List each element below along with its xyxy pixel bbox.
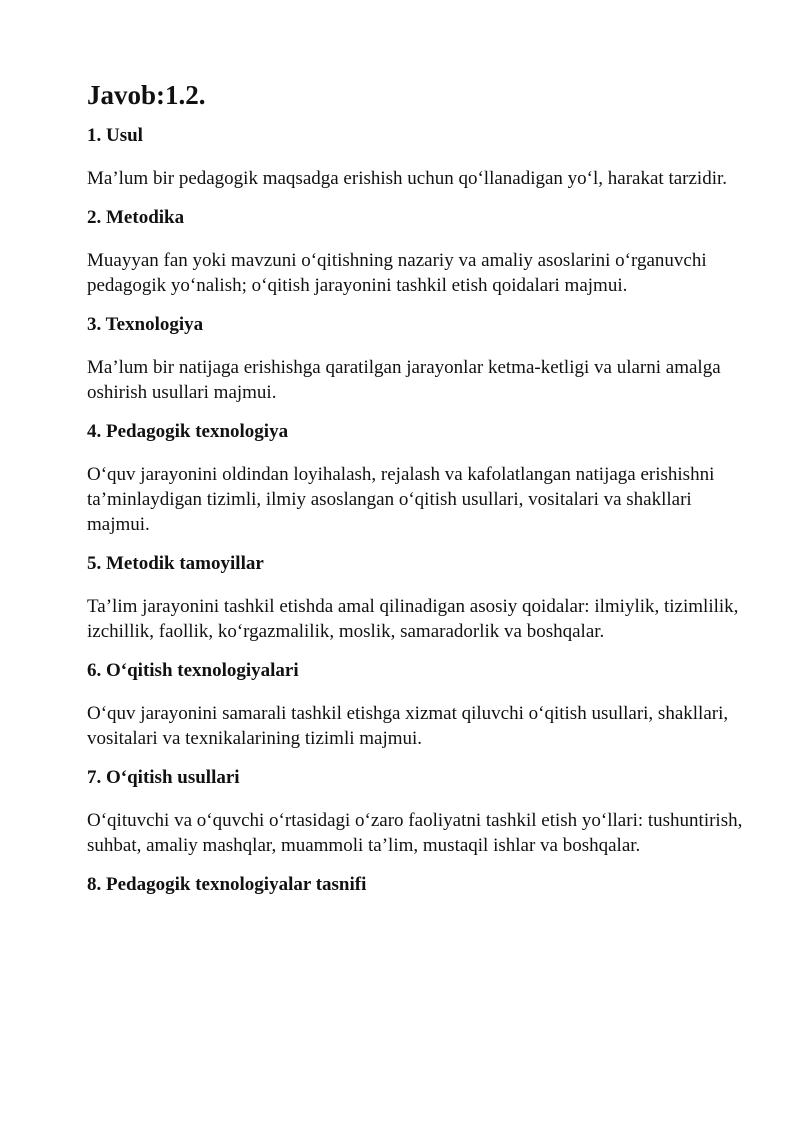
section-text-metodika: Muayyan fan yoki mavzuni o‘qitishning nazariy va amaliy asoslarini o‘rganuvchi pedagogik yo‘nalish; o‘qitish jarayonini tashkil etish qoidalari majmui. [87,250,707,296]
section-text-texnologiya: Ma’lum bir natijaga erishishga qaratilgan jarayonlar ketma-ketligi va ularni amalga oshirish usullari majmui. [87,357,721,403]
section-text-metodik-tamoyillar: Ta’lim jarayonini tashkil etishda amal qilinadigan asosiy qoidalar: ilmiylik, tizimlilik, izchillik, faollik, ko‘rgazmalilik, moslik, samaradorlik va boshqalar. [87,596,739,642]
section-heading-texnologiya: 3. Texnologiya [87,314,204,335]
section-heading-metodik-tamoyillar: 5. Metodik tamoyillar [87,553,264,574]
section-text-pedagogik-texnologiya: O‘quv jarayonini oldindan loyihalash, rejalash va kafolatlangan natijaga erishishni ta’minlaydigan tizimli, ilmiy asoslangan o‘qitish usullari, vositalari va shakllari majmui. [87,464,715,535]
section-heading-oqitish-texnologiyalari: 6. O‘qitish texnologiyalari [87,660,299,681]
section-heading-pedagogik-texnologiyalar-tasnifi: 8. Pedagogik texnologiyalar tasnifi [87,874,367,895]
section-heading-pedagogik-texnologiya: 4. Pedagogik texnologiya [87,421,289,442]
section-text-oqitish-usullari: O‘qituvchi va o‘quvchi o‘rtasidagi o‘zaro faoliyatni tashkil etish yo‘llari: tushuntirish, suhbat, amaliy mashqlar, muammoli ta’lim, mustaqil ishlar va boshqalar. [87,810,743,856]
section-heading-usul: 1. Usul [87,125,143,146]
page-title: Javob:1.2. [87,80,206,110]
document-page [87,78,747,897]
section-heading-oqitish-usullari: 7. O‘qitish usullari [87,767,240,788]
section-text-usul: Ma’lum bir pedagogik maqsadga erishish uchun qo‘llanadigan yo‘l, harakat tarzidir. [87,168,728,189]
section-text-oqitish-texnologiyalari: O‘quv jarayonini samarali tashkil etishga xizmat qiluvchi o‘qitish usullari, shakllari, vositalari va texnikalarining tizimli majmui. [87,703,729,749]
section-heading-metodika: 2. Metodika [87,207,185,228]
